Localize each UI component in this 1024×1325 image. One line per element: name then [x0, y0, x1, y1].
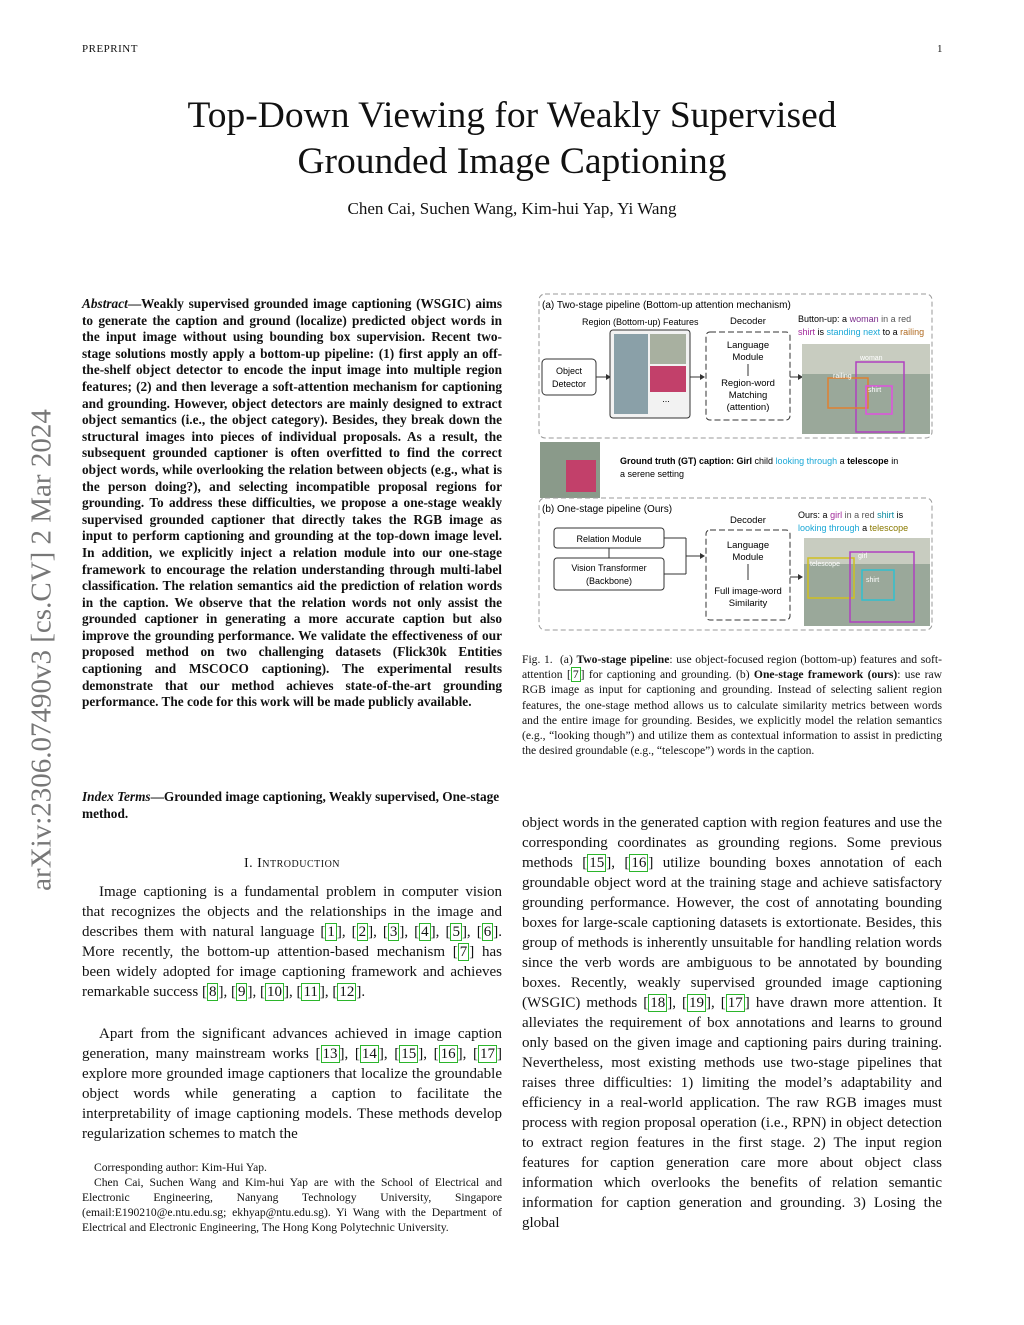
- abstract: [82, 296, 502, 711]
- running-header: PREPRINT: [82, 43, 138, 55]
- vision-transformer-label-2: (Backbone): [585, 576, 633, 586]
- section-numeral: I.: [243, 856, 254, 871]
- caption-word-shirt: shirt: [877, 510, 895, 520]
- caption-word-woman: woman: [849, 314, 879, 324]
- citation-link[interactable]: 14: [361, 1046, 377, 1062]
- text-run: : use object-focused region (bottom-up) features and soft-attention: [522, 653, 942, 682]
- text-run: has been widely adopted for image captioning framework and achieves remarkable success: [82, 944, 502, 1000]
- caption-word-shirt: shirt: [798, 327, 816, 337]
- caption-word: in a red: [844, 510, 875, 520]
- paper-title: [100, 93, 924, 185]
- ours-caption-line-1: [798, 510, 904, 520]
- gt-prefix: Ground truth (GT) caption:: [620, 456, 734, 466]
- region-features-label: Region (Bottom-up) Features: [582, 317, 699, 327]
- authors: Chen Cai, Suchen Wang, Kim-hui Yap, Yi Wang: [347, 199, 677, 218]
- citation-link[interactable]: 2: [358, 924, 367, 940]
- region-ellipsis: ...: [662, 394, 670, 404]
- caption-word: child: [754, 456, 774, 466]
- index-terms-text: —Grounded image captioning, Weakly supervised, One-stage method.: [82, 789, 500, 821]
- abstract-text: —Weakly supervised grounded image captioning (WSGIC) aims to generate the caption and ground (localize) predicted object words in the input image without using bounding box supervision. Recent two-stage solutions mostly apply a bottom-up pipeline: (1) first apply an off-the-shelf object detector to encode the input image into multiple region features; (2) and then leverage a soft-attention mechanism for captioning and grounding. However, object detectors are mainly designed to extract object semantics (i.e., the object category). Besides, they break down the structural images into pieces of individual proposals. As a result, the subsequent grounded captioner is often overfitted to find the correct object words, while overlooking the relation between objects (e.g., what is the person doing?), and selecting incompatible proposal regions for grounding. To address these difficulties, we propose a one-stage weakly supervised grounded captioner that directly takes the RGB image as input to perform captioning and grounding at the top-down image level. In addition, we explicitly inject a relation module into our one-stage framework to encourage the relation understanding through multi-label classification. The relation semantics aid the prediction of relation words in the caption. We observe that the relation words not only assist the grounded captioner in generating a more accurate caption but also improve the grounding performance. We validate the effectiveness of our proposed method on two challenging datasets (Flick30k Entities captioning and MSCOCO captioning). The experimental results demonstrate that our method achieves state-of-the-art grounding performance. The code for this work will be made publicly available.: [82, 296, 502, 710]
- right-column-text: object words in the generated caption with region features and use the corresponding coordinates as grounding regions. Some previous methods [ 15 ], [ 16 ] utilize bounding boxes annotation of each groundable object word at the training stage and achieve satisfactory grounding performance. However, the cost of annotating bounding boxes for large-scale captioning datasets is extortionate. Besides, this group of methods is inherently unsuitable for handling relation words since the verb words are ambiguous to be annotated by bounding boxes. Recently, weakly supervised grounded image captioning (WSGIC) methods [ 18 ], [ 19 ], [ 17 ] have drawn more attention. It alleviates the requirement of box annotations and learns to ground only based on the given image and captioning pairs during training. Nevertheless, most existing methods use two-stage pipelines that raises three difficulties: 1) limiting the model’s adaptability and efficiency in a real-world application. The raw RGB images must process with region proposal operation (i.e., RPN) in object detection to extract region features in the first stage. 2) The input region features for caption generation care more about object class information which overlooks the benefits of relation semantic information for caption generation and grounding. 3) Losing the global: [522, 815, 942, 1231]
- footnote-affiliation: Chen Cai, Suchen Wang and Kim-hui Yap are with the School of Electrical and Electronic Engineering, Nanyang Technology University, Singapore (email:E190210@e.ntu.edu.sg; ekhyap@ntu.edu.sg). Yi Wang with the Department of Electrical and Electronic Engineering, The Hong Kong Polytechnic University.: [82, 1176, 502, 1234]
- section-heading-introduction: [82, 856, 502, 872]
- box-label-shirt-b: shirt: [866, 577, 880, 584]
- relation-module-label: Relation Module: [576, 534, 642, 544]
- abstract-label: Abstract: [82, 296, 128, 311]
- caption-bold-a: Two-stage pipeline: [576, 653, 670, 666]
- text-run: have drawn more attention. It alleviates the requirement of box annotations and learns to ground only based on the given image and captioning pairs during training. Nevertheless, most existing methods use two-stage pipelines that raises three difficulties: 1) limiting the model’s adaptability and efficiency in a real-world application. The raw RGB images must process with region proposal operation (i.e., RPN) in object detection to extract region features in the first stage. 2) The input region features for caption generation care more about object class information which overlooks the benefits of relation semantic information for caption generation and grounding. 3) Losing the global: [522, 995, 942, 1231]
- bottom-up-caption-line-1: [798, 314, 911, 324]
- caption-word: in: [891, 456, 899, 466]
- text-run: Image captioning is a fundamental problem in computer vision that recognizes the objects and the relationships in the image and describes them with natural language: [82, 884, 502, 940]
- citation-link[interactable]: 9: [237, 984, 246, 1000]
- decoder-label-a: Decoder: [730, 316, 766, 327]
- citation-link[interactable]: 15: [401, 1046, 417, 1062]
- full-image-word-2: Similarity: [728, 598, 768, 609]
- caption-word-relation: standing next: [826, 327, 881, 337]
- object-detector-box: [542, 359, 596, 395]
- citation-link[interactable]: 3: [389, 924, 398, 940]
- citation-link[interactable]: 17: [480, 1046, 496, 1062]
- caption-bold-b: One-stage framework (ours): [753, 668, 898, 682]
- section-title: Introduction: [257, 856, 341, 871]
- citation-link[interactable]: 12: [339, 984, 355, 1000]
- ours-caption-line-2: [798, 523, 908, 533]
- caption-label: Fig. 1.: [522, 653, 553, 666]
- caption-word: a: [842, 314, 848, 324]
- language-module-a-1: Language: [726, 340, 770, 351]
- text-run: utilize bounding boxes annotation of each groundable object word at the training stage and achieve satisfactory grounding performance. However, the cost of annotating bounding boxes for large-scale captioning datasets is extortionate. Besides, this group of methods is inherently unsuitable for handling relation words since the verb words are ambiguous to be annotated by bounding boxes. Recently, weakly supervised grounded image captioning (WSGIC) methods: [522, 855, 942, 1011]
- citation-link[interactable]: 10: [266, 984, 282, 1000]
- region-thumb-3: [650, 366, 686, 392]
- caption-word: is: [817, 327, 825, 337]
- caption-prefix: Ours:: [798, 510, 821, 520]
- caption-word-relation: looking through: [775, 456, 838, 466]
- caption-word-relation: looking through: [798, 523, 860, 533]
- citation-link[interactable]: 17: [727, 995, 743, 1011]
- text-run: (a): [559, 653, 577, 666]
- box-label-telescope: telescope: [810, 561, 840, 568]
- caption-word: a: [822, 510, 828, 520]
- citation-link[interactable]: 13: [322, 1046, 338, 1062]
- arrowhead: [798, 574, 803, 580]
- bottom-up-caption-line-2: [798, 327, 924, 337]
- box-label-railing: railing: [833, 373, 852, 380]
- panel-a-title: (a) Two-stage pipeline (Bottom-up attention mechanism): [542, 300, 791, 311]
- caption-word: a: [862, 523, 868, 533]
- title-line-1: Top-Down Viewing for Weakly Supervised: [187, 95, 837, 136]
- citation-link[interactable]: 5: [452, 924, 460, 940]
- arrowhead: [700, 553, 705, 559]
- text-run: object words in the generated caption with region features and use the corresponding coordinates as grounding regions. Some previous methods: [522, 815, 942, 871]
- gt-caption-line-1: [620, 456, 898, 466]
- gt-caption-line-2: a serene setting: [620, 469, 685, 479]
- caption-prefix: Button-up:: [798, 314, 840, 324]
- citation-link[interactable]: 18: [650, 995, 666, 1011]
- intro-paragraph-1: Image captioning is a fundamental problem in computer vision that recognizes the objects and the relationships in the image and describes them with natural language [ 1 ], [ 2 ], [ 3 ], [ 4 ], [ 5 ], [ 6 ]. More recently, the bottom-up attention-based mechanism [ 7 ] has been widely adopted for image captioning framework and achieves remarkable success [ 8 ], [ 9 ], [ 10 ], [ 11 ], [ 12 ].: [82, 884, 502, 1000]
- caption-word: is: [896, 510, 904, 520]
- arrowhead: [700, 374, 705, 380]
- citation-link[interactable]: 1: [327, 924, 335, 940]
- citation-link[interactable]: 16: [440, 1046, 456, 1062]
- language-module-a-2: Module: [732, 352, 764, 363]
- footnotes: [82, 1160, 502, 1235]
- input-image-figure: [566, 460, 596, 492]
- language-module-b-1: Language: [726, 540, 770, 551]
- arxiv-stamp: [18, 370, 66, 930]
- text-run: for captioning and grounding. (b): [584, 668, 754, 682]
- caption-word-telescope: telescope: [869, 523, 909, 533]
- caption-word: telescope: [847, 456, 889, 466]
- region-thumb-1: [614, 334, 648, 414]
- citation-link[interactable]: 7: [459, 944, 468, 960]
- intro-paragraph-2: Apart from the significant advances achieved in image caption generation, many mainstream works [ 13 ], [ 14 ], [ 15 ], [ 16 ], [ 17 ] explore more grounded image captioners that localize the groundable object words while generating a caption to facilitate the interpretability of image captioning models. These methods develop regularization schemes to match the: [82, 1026, 503, 1142]
- vision-transformer-label-1: Vision Transformer: [571, 563, 647, 573]
- object-detector-label-1: Object: [555, 366, 583, 376]
- caption-word: a: [839, 456, 845, 466]
- citation-link[interactable]: 7: [572, 668, 579, 682]
- text-run: : use raw RGB image as input for captioning and grounding. Instead of selecting salient region features, the one-stage method allows us to calculate similarity metrics between words and the entire image for grounding. Besides, we explicitly model the relation semantics (e.g., “looking though”) and utilize them as contextual information to assist in predicting the desired groundable (e.g., “telescope”) words in the caption.: [522, 668, 942, 758]
- citation-link[interactable]: 11: [303, 984, 318, 1000]
- box-label-woman: woman: [860, 355, 883, 362]
- figure-1: [538, 292, 934, 638]
- object-detector-label-2: Detector: [551, 379, 587, 389]
- title-line-2: Grounded Image Captioning: [297, 141, 727, 182]
- page-number: 1: [937, 43, 943, 55]
- citation-link[interactable]: 16: [631, 855, 647, 871]
- box-label-girl: girl: [858, 553, 868, 560]
- citation-link[interactable]: 19: [689, 995, 705, 1011]
- citation-link[interactable]: 8: [208, 984, 217, 1000]
- full-image-word-1: Full image-word: [714, 586, 782, 597]
- caption-word: to a: [882, 327, 898, 337]
- caption-word: in a red: [881, 314, 912, 324]
- index-terms-label: Index Terms: [82, 789, 151, 804]
- index-terms: [82, 789, 502, 822]
- citation-link[interactable]: 4: [421, 924, 429, 940]
- arxiv-stamp-text: arXiv:2306.07490v3 [cs.CV] 2 Mar 2024: [25, 409, 58, 891]
- text-run: Apart from the significant advances achieved in image caption generation, many mainstream works: [82, 1026, 502, 1062]
- text-run: explore more grounded image captioners that localize the groundable object words while generating a caption to facilitate the interpretability of image captioning models. These methods develop regularization schemes to match the: [82, 1066, 502, 1142]
- caption-word-railing: railing: [900, 327, 925, 337]
- caption-word: Girl: [736, 456, 753, 466]
- footnote-corresponding: Corresponding author: Kim-Hui Yap.: [94, 1161, 267, 1174]
- text-run: .: [361, 984, 366, 1000]
- region-word-matching-3: (attention): [726, 402, 770, 413]
- region-thumb-2: [650, 334, 686, 364]
- citation-link[interactable]: 6: [483, 924, 492, 940]
- text-run: . More recently, the bottom-up attention-based mechanism: [82, 924, 502, 960]
- decoder-label-b: Decoder: [730, 515, 766, 526]
- figure-caption: Fig. 1. (a) Two-stage pipeline: use object-focused region (bottom-up) features and soft-attention [ 7 ] for captioning and grounding. (b) One-stage framework (ours): use raw RGB image as input for captioning and grounding. Instead of selecting salient region features, the one-stage method allows us to calculate similarity metrics between words and the entire image for grounding. Besides, we explicitly model the relation semantics (e.g., “looking though”) and utilize them as contextual information to assist in predicting the desired groundable (e.g., “telescope”) words in the caption.: [522, 653, 942, 758]
- citation-link[interactable]: 15: [589, 855, 605, 871]
- language-module-b-2: Module: [732, 552, 764, 563]
- caption-word-girl: girl: [830, 510, 843, 520]
- box-label-shirt: shirt: [868, 387, 882, 394]
- region-word-matching-2: Matching: [728, 390, 768, 401]
- region-word-matching-1: Region-word: [721, 378, 775, 389]
- panel-b-title: (b) One-stage pipeline (Ours): [542, 504, 673, 515]
